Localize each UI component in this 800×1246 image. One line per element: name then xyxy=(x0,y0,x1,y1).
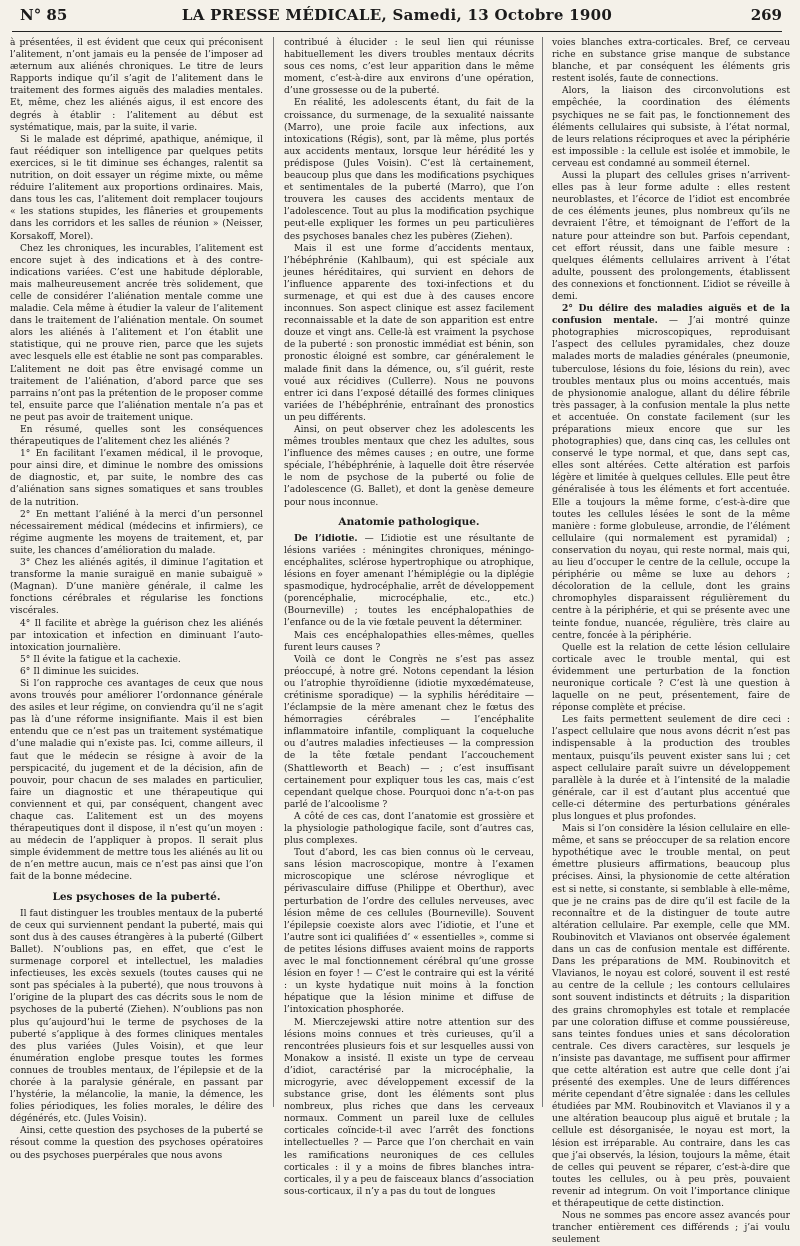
journal-title: LA PRESSE MÉDICALE, Samedi, 13 Octobre 1900 xyxy=(181,6,613,24)
paragraph: à présentées, il est évident que ceux qui préconisent l’alitement, n’ont jamais eu la pensée de l’imposer ad æternum aux aliénés chroniques. Le titre de leurs Rapports indique qu’il s’agit de l’alitement dans le traitement des formes aiguës des maladies mentales. Et, même, chez les aliénés aigus, il est encore des degrés à établir : l’alitement au début est systématique, mais, par la suite, il varie. xyxy=(10,38,263,133)
subsection-lead: De l’idiotie. xyxy=(294,532,358,544)
list-item: 1° En facilitant l’examen médical, il le provoque, pour ainsi dire, et diminue le nombre des omissions de diagnostic, et, par suite, le nombre des cas d’aliénation sans signes somatiques et sans troubles de la nutrition. xyxy=(10,449,263,508)
header-rule xyxy=(12,31,782,32)
paragraph xyxy=(552,303,790,642)
paragraph: voies blanches extra-corticales. Bref, ce cerveau riche en substance grise manque de substance blanche, et par conséquent les éléments gris restent isolés, faute de connections. xyxy=(552,38,790,85)
paragraph: Alors, la liaison des circonvolutions est empêchée, la coordination des éléments psychiques ne se fait pas, le fonctionnement des éléments cellulaires qui subsiste, à l’état normal, de leurs relations réciproques et avec la périphérie est impossible : la cellule est isolée et immobile, le cerveau est condamné au sommeil éternel. xyxy=(552,86,790,169)
column-divider xyxy=(542,37,543,1107)
paragraph-text: — L’idiotie est une résultante de lésions variées : méningites chroniques, méningo-encéphalites, sclérose hypertrophique ou atrophique, lésions en foyer amenant l’hémiplégie ou la diplégie spasmodique, hydrocéphalie, arrêt de développement (porencéphalie, microcéphalie, etc., etc.) (Bourneville) ; toutes les encéphalopathies de l’enfance ou de la vie fœtale peuvent la déterminer. xyxy=(284,533,534,629)
list-item: 6° Il diminue les suicides. xyxy=(20,666,139,677)
paragraph: Mais il est une forme d’accidents mentaux, l’hébéphrénie (Kahlbaum), qui est spéciale aux jeunes héréditaires, qui survient en dehors de l’influence apparente des toxi-infections et du surmenage, et qui est due à des causes encore inconnues. Son aspect clinique est assez facilement reconnaissable et la date de son apparition est entre douze et vingt ans. Celle-là est vraiment la psychose de la puberté : son pronostic immédiat est bénin, son pronostic éloigné est sombre, car généralement le malade finit dans la démence, ou, s’il guérit, reste voué aux récidives (Cullerre). Nous ne pouvons entrer ici dans l’exposé détaillé des formes cliniques variées de l’hébéphrénie, entraînant des pronostics un peu différents. xyxy=(284,243,534,423)
paragraph: En résumé, quelles sont les conséquences thérapeutiques de l’alitement chez les aliénés ? xyxy=(10,425,263,448)
paragraph: contribué à élucider : le seul lien qui réunisse habituellement les divers troubles mentaux décrits sous ces noms, c’est leur apparition dans le même moment, c’est-à-dire aux environs d’une opération, d’une grossesse ou de la puberté. xyxy=(284,38,534,97)
paragraph: M. Mierczejewski attire notre attention sur des lésions moins connues et très curieuses, qu’il a rencontrées plusieurs fois et sur lesquelles aussi von Monakow a insisté. Il existe un type de cerveau d’idiot, caractérisé par la microcéphalie, la microgyrie, avec développement excessif de la substance grise, dont les éléments sont plus nombreux, plus riches que dans les cerveaux normaux. Comment un pareil luxe de cellules corticales coïncide-t-il avec l’arrêt des fonctions intellectuelles ? — Parce que l’on cherchait en vain les ramifications neuroniques de ces cellules corticales : il y a moins de fibres blanches intra-corticales, il y a peu de faisceaux blancs d’association sous-corticaux, il n’y a pas du tout de longues xyxy=(284,1017,534,1197)
issue-number: N° 85 xyxy=(20,6,68,24)
page-header xyxy=(12,2,782,30)
paragraph xyxy=(284,533,534,630)
paragraph: Si l’on rapproche ces avantages de ceux que nous avons trouvés pour améliorer l’ordonnance générale des asiles et leur régime, on conviendra qu’il ne s’agit pas là d’une réforme insignifiante. Mais il est bien entendu que ce n’est pas un traitement systématique d’une maladie qui n’existe pas. Ici, comme ailleurs, il faut que le médecin se résigne à avoir de la perspicacité, du jugement et de la décision, afin de pouvoir, pour chacun de ses malades en particulier, faire un diagnostic et une thérapeutique qui conviennent et qui, par conséquent, changent avec chaque cas. L’alitement est un des moyens thérapeutiques dont il dispose, il n’est qu’un moyen : au médecin de l’appliquer à propos. Il serait plus simple évidemment de mettre tous les aliénés au lit ou de n’en mettre aucun, mais ce n’est pas ainsi que l’on fait de la bonne médecine. xyxy=(10,678,263,883)
paragraph-text: — J’ai montré quinze photographies microscopiques, reproduisant l’aspect des cellules pyramidales, chez douze malades morts de maladies générales (pneumonie, tuberculose, lésions du foie, lésions du rein), avec troubles mentaux plus ou moins accentués, mais de physionomie analogue, allant du délire fébrile très passager, à la confusion mentale la plus nette et accentuée. On constate facilement (sur les préparations mieux encore que sur les photographies) que, dans cinq cas, les cellules ont conservé le type normal, et que, dans sept cas, elles sont altérées. Cette altération est parfois légère et limitée à quelques cellules. Elle peut être généralisée à tous les éléments et fort accentuée. Elle a toujours la même forme, c’est-à-dire que toutes les cellules lésées le sont de la même manière : forme globuleuse, arrondie, de l’élément cellulaire (qui normalement est pyramidal) ; conservation du noyau, qui reste normal, mais qui, au lieu d’occuper le centre de la cellule, occupe la périphérie ou même se luxe au dehors ; décoloration de la cellule, dont les grains chromophyles disparaissent régulièrement du centre à la périphérie, et qui se présente avec une teinte fondue, nuancée, régulière, très claire au centre, foncée à la périphérie. xyxy=(552,316,790,641)
list-item: 5° Il évite la fatigue et la cachexie. xyxy=(20,654,181,665)
section-heading: Les psychoses de la puberté. xyxy=(52,890,221,903)
list-item: 4° Il facilite et abrège la guérison chez les aliénés par intoxication et infection en diminuant l’auto-intoxication journalière. xyxy=(10,618,263,653)
column-right xyxy=(552,37,790,1246)
list-item: 3° Chez les aliénés agités, il diminue l’agitation et transforme la manie suraiguë en manie subaiguë » (Magnan). D’une manière générale, il calme les fonctions cérébrales et régularise les fonctions viscérales. xyxy=(10,558,263,617)
paragraph: Mais ces encéphalopathies elles-mêmes, quelles furent leurs causes ? xyxy=(284,630,534,653)
paragraph: Tout d’abord, les cas bien connus où le cerveau, sans lésion macroscopique, montre à l’examen microscopique une sclérose névroglique et périvasculaire diffuse (Philippe et Oberthur), avec perturbation de l’ordre des cellules nerveuses, avec lésion même de ces cellules (Bourneville). Souvent l’épilepsie coexiste alors avec l’idiotie, et l’une et l’autre sont ici qualifiées d’ « essentielles », comme si de petites lésions diffuses avaient moins de rapports avec le mal fonctionnement cérébral qu’une grosse lésion en foyer ! — C’est le contraire qui est la vérité : un kyste hydatique nuit moins à la fonction hépatique que la lésion minime et diffuse de l’intoxication phosphorée. xyxy=(284,848,534,1016)
paragraph: A côté de ces cas, dont l’anatomie est grossière et la physiologie pathologique facile, sont d’autres cas, plus complexes. xyxy=(284,811,534,847)
paragraph: Ainsi, cette question des psychoses de la puberté se résout comme la question des psychoses opératoires ou des psychoses puerpérales que nous avons xyxy=(10,1126,263,1161)
paragraph: Si le malade est déprimé, apathique, anémique, il faut réédiquer son intelligence par quelques petits exercices, si le tit diminue ses échanges, ralentit sa nutrition, on doit essayer un régime mixte, ou même réduire l’alitement aux proportions ordinaires. Mais, dans tous les cas, l’alitement doit remplacer toujours « les stations stupides, les flâneries et groupements dans les corridors et les salles de réunion » (Neisser, Korsakoff, Morel). xyxy=(10,134,263,242)
column-divider xyxy=(273,37,274,1107)
section-heading: Anatomie pathologique. xyxy=(338,515,480,528)
paragraph: Voilà ce dont le Congrès ne s’est pas assez préoccupé, à notre gré. Notons cependant la lésion ou l’atrophie thyroïdienne (idiotie myxœdémateuse, crétinisme sporadique) — la syphilis héréditaire — l’éclampsie de la mère amenant chez le fœtus des hémorragies cérébrales — l’encéphalite inflammatoire infantile, compliquant la coqueluche ou d’autres maladies infectieuses — la compression de la tête fœtale pendant l’accouchement (Shattleworth et Beach) — ; c’est insuffisant certainement pour expliquer tous les cas, mais c’est cependant quelque chose. Pourquoi donc n’a-t-on pas parlé de l’alcoolisme ? xyxy=(284,654,534,810)
paragraph: Chez les chroniques, les incurables, l’alitement est encore sujet à des indications et à des contre-indications variées. C’est une habitude déplorable, mais malheureusement ancrée très solidement, que celle de considérer l’aliénation mentale comme une maladie. Cela même à étudier la valeur de l’alitement dans le traitement de l’aliénation mentale. On soumet alors les aliénés à l’alitement et l’on établit une statistique, qui ne prouve rien, parce que les sujets avec lesquels elle est établie ne sont pas comparables. L’alitement ne doit pas être envisagé comme un traitement de l’aliénation, d’abord parce que ses parrains n’ont pas la prétention de le proposer comme tel, ensuite parce que l’aliénation mentale n’a pas et ne peut pas avoir de traitement unique. xyxy=(10,243,263,423)
column-middle xyxy=(284,37,534,1197)
paragraph: Quelle est la relation de cette lésion cellulaire corticale avec le trouble mental, qui est évidemment une perturbation de la fonction neuronique corticale ? C’est là une question à laquelle on ne peut, présentement, faire de réponse complète et précise. xyxy=(552,642,790,714)
paragraph: Il faut distinguer les troubles mentaux de la puberté de ceux qui surviennent pendant la puberté, mais qui sont dus à des causes étrangères à la puberté (Gilbert Ballet). N’oublions pas, en effet, que c’est le surmenage corporel et intellectuel, les maladies infectieuses, les excès sexuels (toutes causes qui ne sont pas spéciales à la puberté), que nous trouvons à l’origine de la plupart des cas décrits sous le nom de psychoses de la puberté (Ziehen). N’oublions pas non plus qu’aujourd’hui le terme de psychoses de la puberté s’applique à des formes cliniques mentales des plus variées (Jules Voisin), et que leur énumération englobe presque toutes les formes connues de troubles mentaux, de l’épilepsie et de la chorée à la paralysie générale, en passant par l’hystérie, la mélancolie, la manie, la démence, les folies périodiques, les folies morales, le délire des dégénérés, etc. (Jules Voisin). xyxy=(10,908,263,1125)
subsection-lead: 2° Du délire des maladies aiguës et de la confusion mentale. xyxy=(552,303,790,327)
paragraph: Les faits permettent seulement de dire ceci : l’aspect cellulaire que nous avons décrit n’est pas indispensable à la production des troubles mentaux, puisqu’ils peuvent exister sans lui ; cet aspect cellulaire paraît suivre un développement parallèle à la durée et à l’intensité de la maladie générale, car il est d’autant plus accentué que celle-ci détermine des perturbations générales plus longues et plus profondes. xyxy=(552,715,790,822)
paragraph: Nous ne sommes pas encore assez avancés pour trancher entièrement ces différends ; j’ai voulu seulement xyxy=(552,1211,790,1246)
paragraph: Aussi la plupart des cellules grises n’arrivent-elles pas à leur forme adulte : elles restent neuroblastes, et l’écorce de l’idiot est encombrée de ces éléments jeunes, plus nombreux qu’ils ne devraient l’être, et témoignant de l’effort de la nature pour atteindre son but. Parfois cependant, cet effort réussit, dans une faible mesure : quelques éléments cellulaires arrivent à l’état adulte, poussent des prolongements, établissent des connexions et fonctionnent. L’idiot se réveille à demi. xyxy=(552,171,790,302)
paragraph: Ainsi, on peut observer chez les adolescents les mêmes troubles mentaux que chez les adultes, sous l’influence des mêmes causes ; en outre, une forme spéciale, l’hébéphrénie, à laquelle doit être réservée le nom de psychose de la puberté ou folie de l’adolescence (G. Ballet), et dont la genèse demeure pour nous inconnue. xyxy=(284,425,534,508)
page-number: 269 xyxy=(750,6,782,24)
column-left xyxy=(10,37,263,1161)
list-item: 2° En mettant l’aliéné à la merci d’un personnel nécessairement médical (médecins et infirmiers), ce régime augmente les moyens de traitement, et, par suite, les chances d’amélioration du malade. xyxy=(10,509,263,556)
paragraph: En réalité, les adolescents étant, du fait de la croissance, du surmenage, de la sexualité naissante (Marro), une proie facile aux infections, aux intoxications (Régis), sont, par là même, plus portés aux accidents mentaux, lorsque leur hérédité les y prédispose (Jules Voisin). C’est là certainement, beaucoup plus que dans les modifications psychiques et sentimentales de la puberté (Marro), que l’on trouvera les causes des accidents mentaux de l’adolescence. Tout au plus la modification psychique peut-elle expliquer les formes un peu particulières des psychoses banales chez les pubères (Ziehen). xyxy=(284,98,534,242)
paragraph: Mais si l’on considère la lésion cellulaire en elle-même, et sans se préoccuper de sa relation encore hypothétique avec le trouble mental, on peut émettre plusieurs affirmations, beaucoup plus précises. Ainsi, la physionomie de cette altération est si nette, si constante, si semblable à elle-même, que je ne crains pas de dire qu’il est facile de la reconnaître et de la distinguer de toute autre altération cellulaire. Par exemple, celle que MM. Roubinovitch et Vlavianos ont observée également dans un cas de confusion mentale est différente. Dans les préparations de MM. Roubinovitch et Vlavianos, le noyau est coloré, souvent il est resté au centre de la cellule ; les contours cellulaires sont souvent indistincts et détruits ; la disparition des grains chromophyles est totale et remplacée par une coloration diffuse et comme poussiéreuse, sans teintes fondues unies et sans décoloration centrale. Ces divers caractères, sur lesquels je n’insiste pas davantage, me suffisent pour affirmer que cette altération est autre que celle dont j’ai présenté des exemples. Une de leurs différences mérite cependant d’être signalée : dans les cellules étudiées par MM. Roubinovitch et Vlavianos il y a une altération beaucoup plus aiguë et brutale ; la cellule est désorganisée, le noyau est mort, la lésion est irréparable. Au contraire, dans les cas que j’ai observés, la lésion, toujours la même, était de celles qui peuvent se réparer, c’est-à-dire que toutes les cellules, ou à peu près, pouvaient revenir ad integrum. On voit l’importance clinique et thérapeutique de cette distinction. xyxy=(552,824,790,1209)
